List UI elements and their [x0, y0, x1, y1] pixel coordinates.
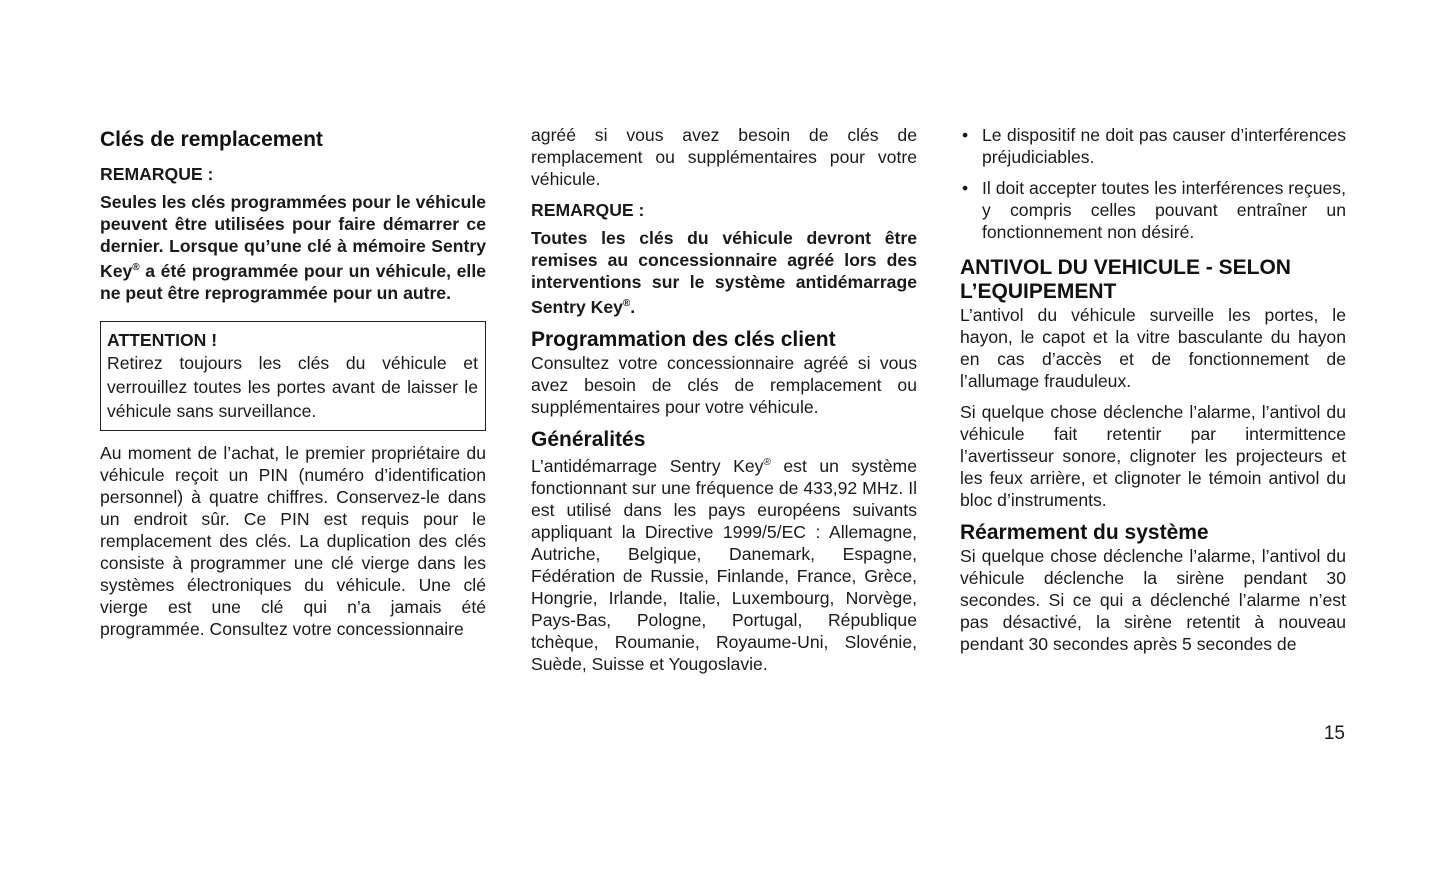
section-title-client-keys: Programmation des clés client: [531, 327, 836, 351]
section-title-rearm: Réarmement du système: [960, 521, 1209, 544]
note-label-2: REMARQUE :: [531, 200, 645, 220]
note-text: [100, 191, 486, 304]
bullet-icon: •: [962, 125, 969, 145]
list-item-text: Il doit accepter toutes les interférences reçues, y compris celles pouvant entraîner un fonctionnement non désiré.: [982, 178, 1346, 242]
list-item: [960, 177, 1346, 243]
warning-box: [100, 321, 486, 431]
note-text-part2: a été programmée pour un véhicule, elle ne peut être reprogrammée pour un autre.: [100, 260, 486, 303]
general-text-part1: L’antidémarrage Sentry Key: [531, 455, 764, 476]
antivol-paragraph-1: L’antivol du véhicule surveille les portes, le hayon, le capot et la vitre basculante du hayon en cas d’accès et de fonctionnement de l’allumage frauduleux.: [960, 305, 1346, 391]
continued-paragraph: agréé si vous avez besoin de clés de remplacement ou supplémentaires pour votre véhicule.: [531, 125, 917, 189]
note-text-part1: Seules les clés programmées pour le véhicule peuvent être utilisées pour faire démarrer ce dernier. Lorsque qu’une clé à mémoire Sentry Key: [100, 192, 486, 281]
note-label: REMARQUE :: [100, 164, 214, 184]
page-number: 15: [1323, 723, 1345, 744]
bullet-icon: •: [962, 178, 969, 198]
general-paragraph: [531, 452, 917, 675]
warning-text: Retirez toujours les clés du véhicule et verrouillez toutes les portes avant de laisser le véhicule sans surveillance.: [107, 352, 478, 421]
section-title-antivol: ANTIVOL DU VEHICULE - SELON L’EQUIPEMENT: [960, 256, 1291, 303]
pin-paragraph: Au moment de l’achat, le premier propriétaire du véhicule reçoit un PIN (numéro d’identification personnel) à quatre chiffres. Conservez-le dans un endroit sûr. Ce PIN est requis pour le remplacement des clés. La duplication des clés consiste à programmer une clé vierge dans les systèmes électroniques du véhicule. Une clé vierge est une clé qui n’a jamais été programmée. Consultez votre concessionnaire: [100, 442, 486, 639]
bullet-list: [960, 124, 1346, 243]
antivol-paragraph-2: Si quelque chose déclenche l’alarme, l’antivol du véhicule fait retentir par intermittence l’avertisseur sonore, clignoter les projecteurs et les feux arrière, et clignoter le témoin antivol du bloc d’instruments.: [960, 402, 1346, 510]
list-item: [960, 124, 1346, 168]
list-item-text: Le dispositif ne doit pas causer d’interférences préjudiciables.: [982, 125, 1346, 167]
registered-mark: ®: [132, 262, 140, 273]
column-middle: [531, 124, 917, 675]
note2-text-part1: Toutes les clés du véhicule devront être remises au concessionnaire agréé lors des interventions sur le système antidémarrage Sentry Key: [531, 228, 917, 317]
column-left: [100, 124, 486, 640]
note2-text-part2: .: [630, 296, 636, 317]
section-title-general: Généralités: [531, 427, 646, 451]
general-text-part2: est un système fonctionnant sur une fréquence de 433,92 MHz. Il est utilisé dans les pays européens suivants appliquant la Directive 1999/5/EC : Allemagne, Autriche, Belgique, Danemark, Espagne, Fédération de Russie, Finlande, France, Grèce, Hongrie, Irlande, Italie, Luxembourg, Norvège, Pays-Bas, Pologne, Portugal, République tchèque, Roumanie, Royaume-Uni, Slovénie, Suède, Suisse et Yougoslavie.: [531, 455, 917, 674]
note-text-2: [531, 227, 917, 318]
registered-mark: ®: [622, 298, 631, 309]
client-keys-paragraph: Consultez votre concessionnaire agréé si vous avez besoin de clés de remplacement ou supplémentaires pour votre véhicule.: [531, 352, 917, 417]
column-right: [960, 124, 1346, 655]
registered-mark: ®: [763, 456, 771, 468]
rearm-paragraph: Si quelque chose déclenche l’alarme, l’antivol du véhicule déclenche la sirène pendant 30 secondes. Si ce qui a déclenché l’alarme n’est pas désactivé, la sirène retentit à nouveau pendant 30 secondes après 5 secondes de: [960, 546, 1346, 654]
section-title-replacement-keys: Clés de remplacement: [100, 128, 323, 151]
warning-label: ATTENTION !: [107, 329, 218, 350]
